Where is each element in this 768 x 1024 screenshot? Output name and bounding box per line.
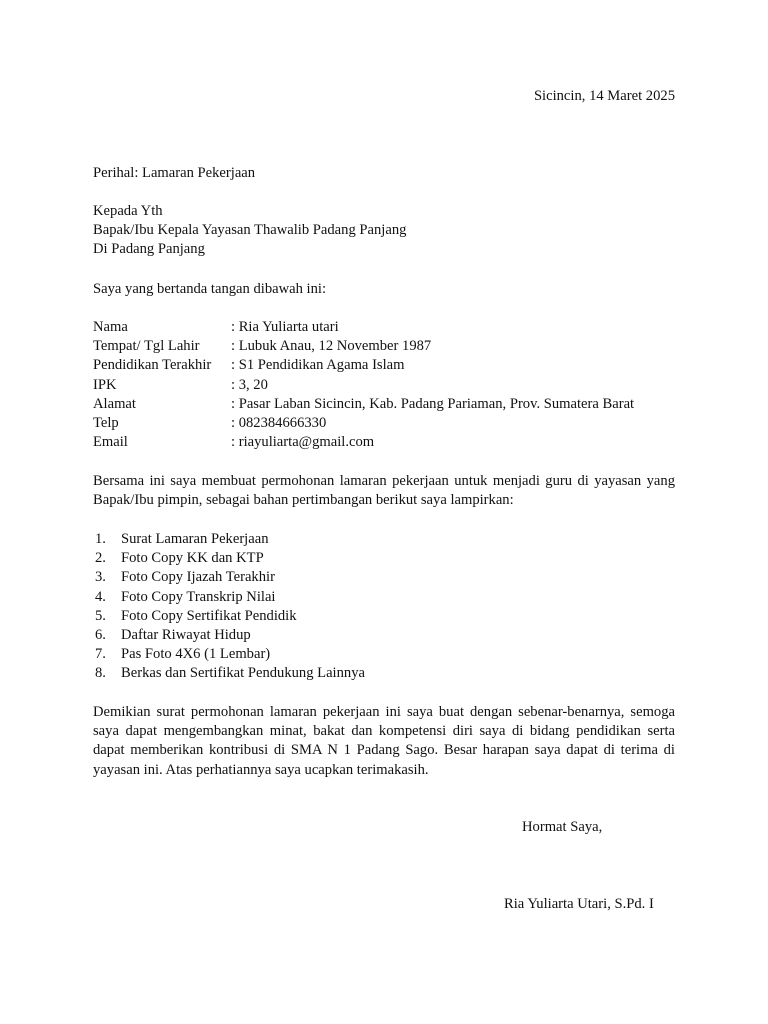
- detail-value: : Pasar Laban Sicincin, Kab. Padang Pariaman, Prov. Sumatera Barat: [231, 395, 635, 412]
- detail-label: Tempat/ Tgl Lahir: [93, 338, 200, 355]
- recipient-block: [93, 202, 406, 260]
- list-text: Foto Copy KK dan KTP: [121, 550, 264, 567]
- recipient-line: Kepada Yth: [93, 203, 163, 219]
- place-date: Sicincin, 14 Maret 2025: [533, 88, 675, 104]
- list-number: 2.: [95, 550, 106, 567]
- list-item: [95, 530, 365, 549]
- list-number: 6.: [95, 626, 106, 643]
- detail-value: : Lubuk Anau, 12 November 1987: [231, 338, 432, 355]
- applicant-details: [93, 318, 634, 452]
- list-item: [95, 626, 365, 645]
- list-number: 5.: [95, 607, 106, 624]
- detail-row-name: [93, 318, 634, 337]
- attachment-list: [95, 530, 365, 684]
- list-text: Foto Copy Ijazah Terakhir: [121, 569, 275, 586]
- detail-row-email: [93, 433, 634, 452]
- list-item: [95, 607, 365, 626]
- list-item: [95, 568, 365, 587]
- detail-value: : 3, 20: [231, 376, 268, 393]
- detail-row-birth: [93, 337, 634, 356]
- list-item: [95, 645, 365, 664]
- body-paragraph-1: Bersama ini saya membuat permohonan lamaran pekerjaan untuk menjadi guru di yayasan yang Bapak/Ibu pimpin, sebagai bahan pertimbangan berikut saya lampirkan:: [93, 473, 675, 509]
- detail-row-ipk: [93, 376, 634, 395]
- list-number: 8.: [95, 665, 106, 682]
- subject-line: Perihal: Lamaran Pekerjaan: [93, 165, 256, 181]
- detail-value: : 082384666330: [231, 414, 327, 431]
- list-text: Pas Foto 4X6 (1 Lembar): [121, 646, 271, 663]
- list-text: Foto Copy Sertifikat Pendidik: [121, 607, 297, 624]
- list-text: Daftar Riwayat Hidup: [121, 626, 251, 643]
- list-text: Berkas dan Sertifikat Pendukung Lainnya: [121, 665, 365, 682]
- detail-label: Nama: [93, 319, 128, 335]
- detail-label: Email: [93, 434, 128, 451]
- list-text: Surat Lamaran Pekerjaan: [121, 531, 269, 547]
- detail-value: : riayuliarta@gmail.com: [231, 434, 375, 451]
- closing-salutation: Hormat Saya,: [522, 819, 603, 835]
- detail-label: Pendidikan Terakhir: [93, 357, 212, 374]
- detail-label: Telp: [93, 414, 119, 431]
- list-item: [95, 664, 365, 683]
- detail-value: : Ria Yuliarta utari: [231, 319, 339, 335]
- list-number: 7.: [95, 646, 106, 663]
- signer-name: Ria Yuliarta Utari, S.Pd. I: [504, 896, 654, 912]
- detail-row-phone: [93, 414, 634, 433]
- detail-value: : S1 Pendidikan Agama Islam: [231, 357, 405, 374]
- detail-label: IPK: [93, 376, 117, 393]
- detail-row-education: [93, 356, 634, 375]
- detail-row-address: [93, 395, 634, 414]
- list-number: 4.: [95, 588, 106, 605]
- list-number: 1.: [95, 531, 106, 547]
- body-paragraph-2: Demikian surat permohonan lamaran pekerjaan ini saya buat dengan sebenar-benarnya, semoga saya dapat mengembangkan minat, bakat dan kompetensi diri saya di bidang pendidikan serta dapat memberikan kontribusi di SMA N 1 Padang Sago. Besar harapan saya dapat di terima di yayasan ini. Atas perhatiannya saya ucapkan terimakasih.: [93, 704, 675, 778]
- list-number: 3.: [95, 569, 106, 586]
- intro-line: Saya yang bertanda tangan dibawah ini:: [93, 281, 327, 297]
- list-item: [95, 588, 365, 607]
- recipient-line: Bapak/Ibu Kepala Yayasan Thawalib Padang Panjang: [93, 222, 407, 239]
- recipient-line: Di Padang Panjang: [93, 241, 205, 258]
- list-text: Foto Copy Transkrip Nilai: [121, 588, 276, 605]
- list-item: [95, 549, 365, 568]
- detail-label: Alamat: [93, 395, 136, 412]
